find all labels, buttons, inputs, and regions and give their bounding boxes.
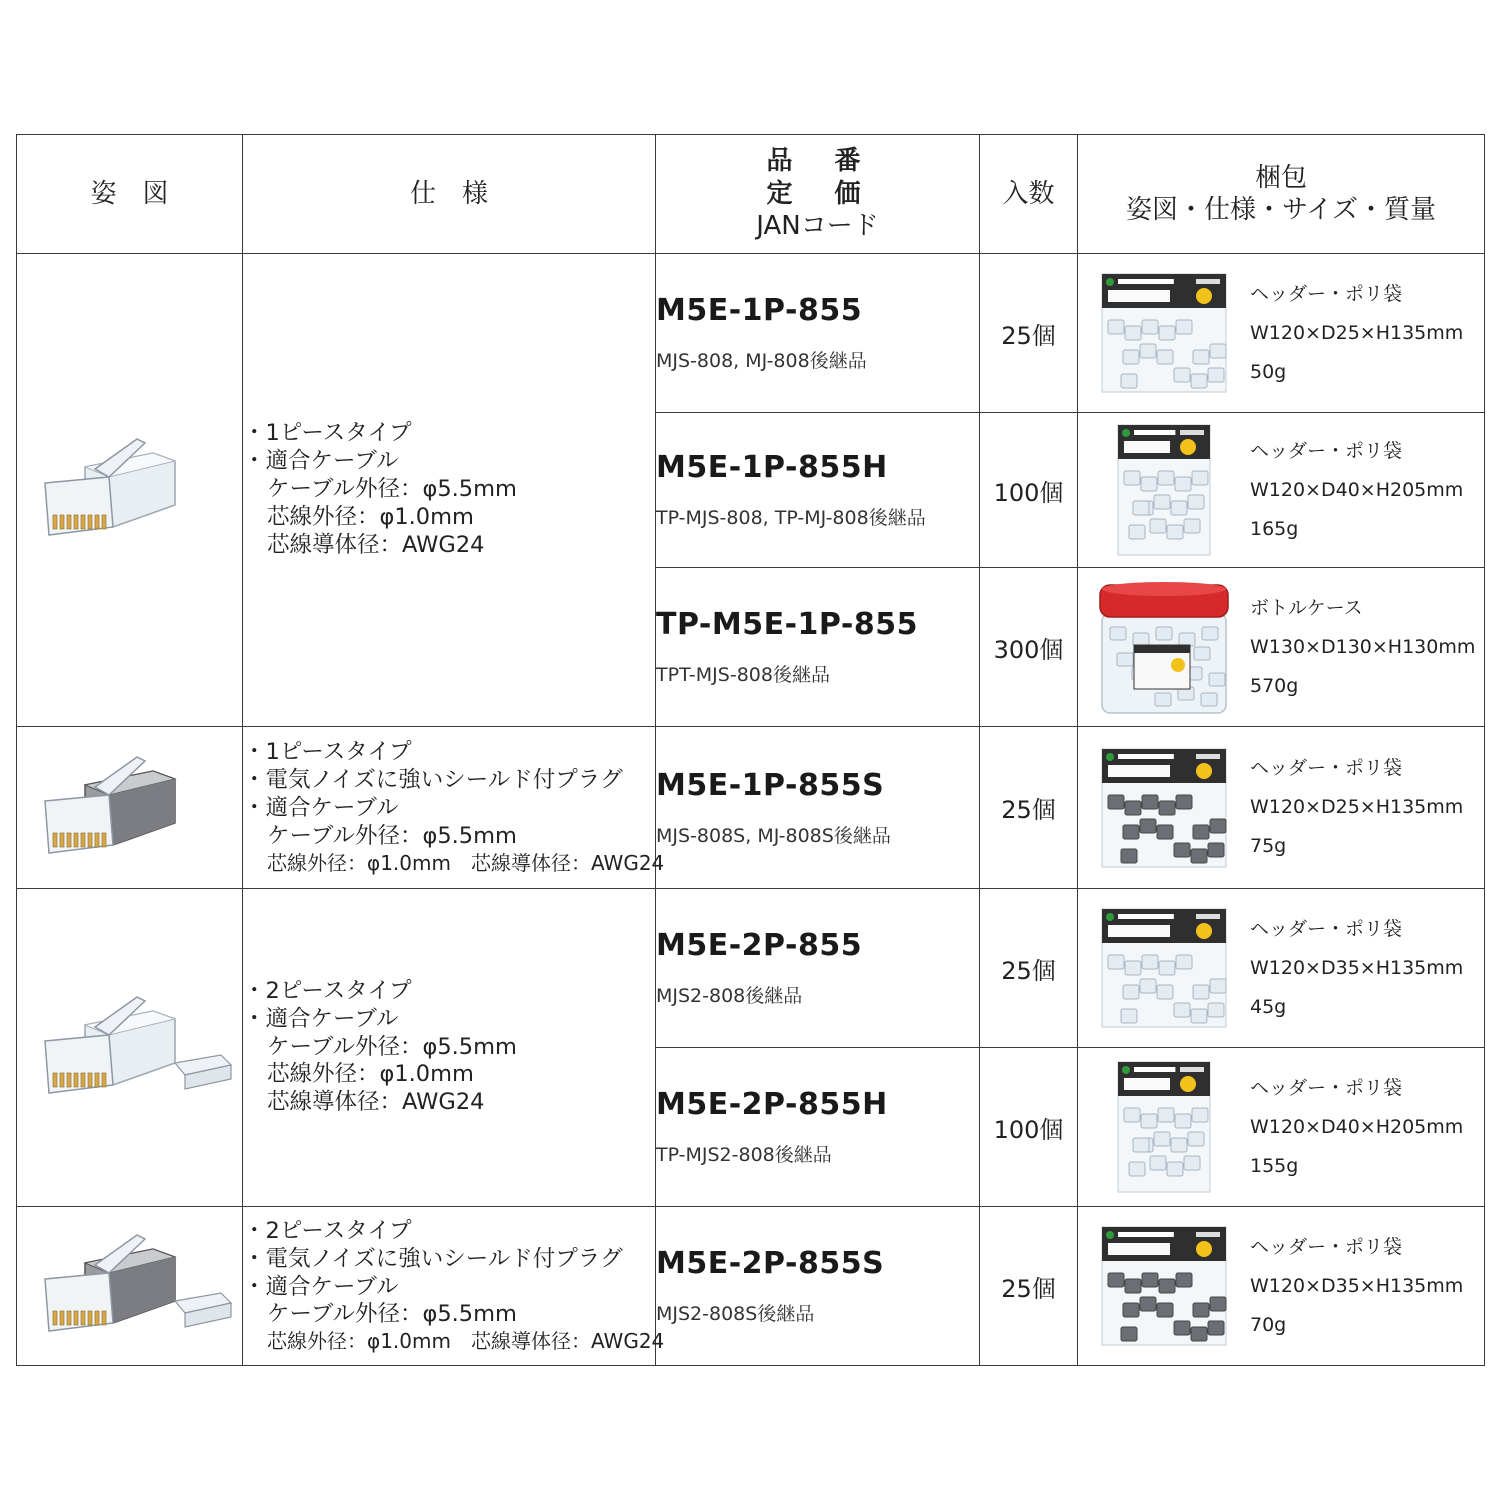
quantity: 25個 <box>980 889 1078 1048</box>
pack-weight: 45g <box>1250 995 1287 1018</box>
part-cell <box>656 889 980 1048</box>
spec-line: ・適合ケーブル <box>243 1273 399 1300</box>
header-pack <box>1078 135 1485 254</box>
successor-note: TP-MJS-808, TP-MJ-808後継品 <box>656 507 926 529</box>
header-qty: 入数 <box>980 135 1078 254</box>
spec-line: ・適合ケーブル <box>243 795 399 822</box>
product-row <box>17 254 1485 413</box>
pack-size: W120×D35×H135mm <box>1250 1274 1464 1297</box>
spec-line: ケーブル外径：φ5.5mm <box>267 1033 517 1060</box>
successor-note: MJS-808S, MJ-808S後継品 <box>656 824 891 847</box>
part-number: M5E-2P-855S <box>656 1246 885 1281</box>
quantity: 25個 <box>980 1207 1078 1366</box>
pack-weight: 70g <box>1250 1313 1287 1336</box>
header-poly-bag-shielded-icon <box>1078 1225 1250 1347</box>
pack-type: ヘッダー・ポリ袋 <box>1250 1235 1403 1258</box>
header-figure: 姿 図 <box>17 135 243 254</box>
pack-weight: 165g <box>1250 517 1299 540</box>
part-cell <box>656 568 980 727</box>
header-price: 定 価 <box>766 178 869 209</box>
successor-note: MJS-808, MJ-808後継品 <box>656 350 867 372</box>
pack-size: W120×D35×H135mm <box>1250 956 1464 979</box>
product-row <box>17 1207 1485 1366</box>
successor-note: MJS2-808後継品 <box>656 985 803 1007</box>
product-spec-table <box>16 134 1485 1366</box>
header-part-number: 品 番 <box>766 146 869 177</box>
spec-line: ・2ピースタイプ <box>243 977 412 1004</box>
quantity: 100個 <box>980 1048 1078 1207</box>
spec-line: ケーブル外径：φ5.5mm <box>267 822 517 849</box>
spec-line: ・適合ケーブル <box>243 448 399 475</box>
rj45-2piece-shielded-plug-icon <box>17 1231 242 1341</box>
pack-size: W120×D40×H205mm <box>1250 1115 1464 1138</box>
spec-line: 芯線外径：φ1.0mm 芯線導体径：AWG24 <box>267 1329 665 1354</box>
spec-line: ・1ピースタイプ <box>243 420 412 447</box>
packaging-cell <box>1078 568 1485 727</box>
packaging-cell <box>1078 413 1485 568</box>
spec-line: 芯線導体径：AWG24 <box>267 531 485 558</box>
product-figure <box>17 1207 243 1366</box>
quantity: 100個 <box>980 413 1078 568</box>
part-cell <box>656 413 980 568</box>
successor-note: TP-MJS2-808後継品 <box>656 1144 832 1166</box>
spec-line: 芯線導体径：AWG24 <box>267 1089 485 1116</box>
rj45-2piece-clear-plug-icon <box>17 993 242 1103</box>
quantity: 25個 <box>980 254 1078 413</box>
product-row <box>17 889 1485 1048</box>
part-cell <box>656 1048 980 1207</box>
part-number: M5E-2P-855H <box>656 1087 888 1122</box>
packaging-cell <box>1078 727 1485 889</box>
header-pack-title: 梱包 <box>1254 162 1307 193</box>
header-part <box>656 135 980 254</box>
pack-type: ヘッダー・ポリ袋 <box>1250 917 1403 940</box>
successor-note: MJS2-808S後継品 <box>656 1303 815 1325</box>
pack-type: ボトルケース <box>1250 596 1363 619</box>
spec-line: ケーブル外径：φ5.5mm <box>267 1301 517 1328</box>
bottle-case-icon <box>1078 577 1250 717</box>
header-poly-bag-icon <box>1078 907 1250 1029</box>
product-spec <box>243 1207 665 1366</box>
quantity: 25個 <box>980 727 1078 889</box>
header-poly-bag-shielded-icon <box>1078 747 1250 869</box>
pack-size: W130×D130×H130mm <box>1250 635 1476 658</box>
part-cell <box>656 727 980 889</box>
spec-line: 芯線外径：φ1.0mm <box>267 503 474 530</box>
packaging-cell <box>1078 1048 1485 1207</box>
successor-note: TPT-MJS-808後継品 <box>656 664 830 686</box>
spec-line: ・1ピースタイプ <box>243 739 412 766</box>
header-poly-bag-tall-icon <box>1078 1060 1250 1194</box>
spec-line: ・2ピースタイプ <box>243 1217 412 1244</box>
product-spec <box>243 254 656 727</box>
header-row <box>17 135 1485 254</box>
pack-size: W120×D40×H205mm <box>1250 478 1464 501</box>
product-spec <box>243 727 665 889</box>
packaging-cell <box>1078 254 1485 413</box>
pack-weight: 75g <box>1250 835 1287 857</box>
product-figure <box>17 727 243 889</box>
product-figure <box>17 889 243 1207</box>
spec-line: ・電気ノイズに強いシールド付プラグ <box>243 767 623 794</box>
header-pack-sub: 姿図・仕様・サイズ・質量 <box>1126 195 1436 225</box>
part-number: M5E-1P-855 <box>656 293 863 328</box>
product-figure <box>17 254 243 727</box>
rj45-1piece-clear-plug-icon <box>17 435 242 545</box>
pack-weight: 155g <box>1250 1154 1299 1177</box>
pack-type: ヘッダー・ポリ袋 <box>1250 757 1403 779</box>
spec-line: ケーブル外径：φ5.5mm <box>267 476 517 503</box>
pack-size: W120×D25×H135mm <box>1250 796 1464 818</box>
pack-type: ヘッダー・ポリ袋 <box>1250 439 1403 462</box>
header-jan: JANコード <box>756 211 879 242</box>
product-spec <box>243 889 656 1207</box>
header-spec: 仕 様 <box>243 135 656 254</box>
pack-type: ヘッダー・ポリ袋 <box>1250 1076 1403 1099</box>
part-number: M5E-1P-855S <box>656 767 885 803</box>
spec-line: 芯線外径：φ1.0mm 芯線導体径：AWG24 <box>267 850 665 875</box>
pack-type: ヘッダー・ポリ袋 <box>1250 282 1403 305</box>
part-number: M5E-2P-855 <box>656 928 863 963</box>
pack-size: W120×D25×H135mm <box>1250 321 1464 344</box>
header-poly-bag-icon <box>1078 272 1250 394</box>
spec-line: 芯線外径：φ1.0mm <box>267 1061 474 1088</box>
header-poly-bag-tall-icon <box>1078 423 1250 557</box>
quantity: 300個 <box>980 568 1078 727</box>
spec-line: ・電気ノイズに強いシールド付プラグ <box>243 1245 623 1272</box>
part-number: TP-M5E-1P-855 <box>656 607 918 642</box>
part-cell <box>656 1207 980 1366</box>
pack-weight: 50g <box>1250 360 1287 383</box>
pack-weight: 570g <box>1250 674 1299 697</box>
part-number: M5E-1P-855H <box>656 450 888 485</box>
spec-line: ・適合ケーブル <box>243 1005 399 1032</box>
part-cell <box>656 254 980 413</box>
packaging-cell <box>1078 889 1485 1048</box>
product-row <box>17 727 1485 889</box>
rj45-1piece-shielded-plug-icon <box>17 753 242 863</box>
packaging-cell <box>1078 1207 1485 1366</box>
